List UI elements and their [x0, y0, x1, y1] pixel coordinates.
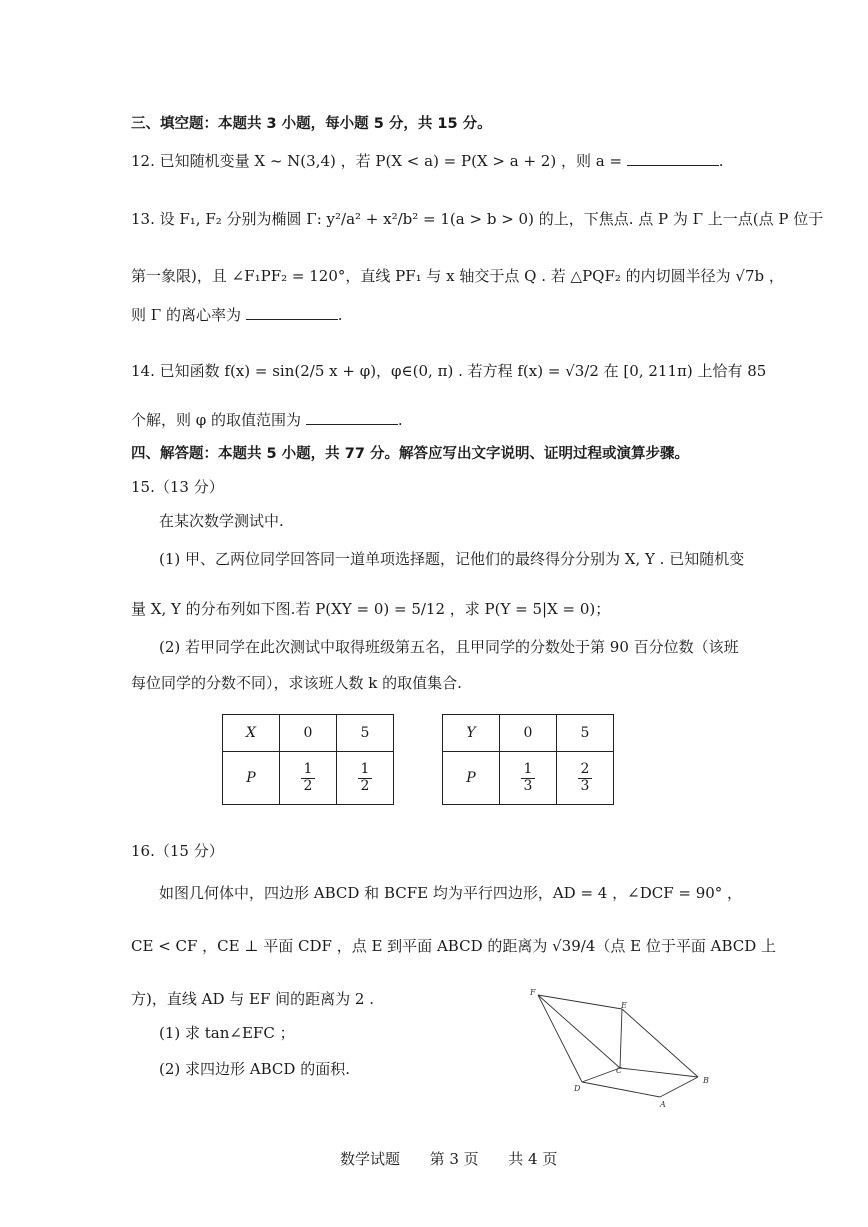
- answer-blank-13[interactable]: [246, 304, 338, 320]
- question-15-intro: 在某次数学测试中.: [159, 512, 284, 530]
- edge-EC: [620, 1009, 622, 1068]
- edge-FC: [538, 995, 620, 1068]
- table-x-prob-1: $\frac{1}{2}$: [337, 752, 394, 805]
- table-y-value-0: 0: [500, 715, 557, 752]
- table-x-prob-0: $\frac{1}{2}$: [280, 752, 337, 805]
- label-B: B: [703, 1076, 709, 1085]
- distribution-table-y: [442, 714, 614, 805]
- answer-blank-12[interactable]: [627, 150, 719, 166]
- question-16-line-2: CE < CF ，CE ⊥ 平面 CDF ，点 E 到平面 ABCD 的距离为 √39/4（点 E 位于平面 ABCD 上: [131, 937, 777, 955]
- label-A: A: [660, 1100, 666, 1109]
- answer-blank-14[interactable]: [306, 409, 398, 425]
- geometry-figure: [520, 985, 720, 1110]
- table-x-value-1: 5: [337, 715, 394, 752]
- question-15-part-1-line-1: (1) 甲、乙两位同学回答同一道单项选择题，记他们的最终得分分别为 X, Y . 已知随机变: [159, 550, 745, 568]
- edge-AB: [660, 1077, 698, 1097]
- label-F: F: [530, 988, 536, 997]
- section-heading-fill-in: 三、填空题：本题共 3 小题，每小题 5 分，共 15 分。: [131, 116, 492, 132]
- question-16-part-2: (2) 求四边形 ABCD 的面积.: [159, 1060, 350, 1078]
- edge-CB: [620, 1068, 698, 1077]
- question-12-end: .: [718, 152, 724, 170]
- table-x-prob-label: P: [223, 752, 280, 805]
- edge-DC: [582, 1066, 623, 1082]
- table-y-var: Y: [443, 715, 500, 752]
- table-x-var: X: [223, 715, 280, 752]
- edge-EB: [622, 1009, 698, 1077]
- footer-page-number: 第 3 页: [429, 1150, 479, 1168]
- question-13-line-3: [131, 304, 343, 325]
- label-E: E: [621, 1001, 627, 1010]
- label-D: D: [574, 1084, 581, 1093]
- question-13-line-1: 13. 设 F₁, F₂ 分别为椭圆 Γ: y²/a² + x²/b² = 1(a > b > 0) 的上，下焦点. 点 P 为 Γ 上一点(点 P 位于: [131, 210, 824, 228]
- question-15-part-2-line-2: 每位同学的分数不同），求该班人数 k 的取值集合.: [131, 674, 462, 692]
- question-16-part-1: (1) 求 tan∠EFC ；: [159, 1024, 295, 1042]
- question-12-text: 12. 已知随机变量 X ~ N(3,4) ，若 P(X < a) = P(X > a + 2) ，则 a =: [131, 152, 623, 170]
- section-heading-solutions: 四、解答题：本题共 5 小题，共 77 分。解答应写出文字说明、证明过程或演算步骤。: [131, 446, 689, 462]
- label-C: C: [616, 1066, 623, 1075]
- table-y-value-1: 5: [557, 715, 614, 752]
- footer-total-pages: 共 4 页: [508, 1150, 558, 1168]
- edge-FE: [538, 995, 622, 1009]
- question-15-header: 15.（13 分）: [131, 478, 224, 496]
- question-15-part-2-line-1: (2) 若甲同学在此次测试中取得班级第五名，且甲同学的分数处于第 90 百分位数（该班: [159, 638, 739, 656]
- table-y-prob-label: P: [443, 752, 500, 805]
- distribution-table-x: [222, 714, 394, 805]
- edge-DA: [582, 1082, 660, 1097]
- table-x-value-0: 0: [280, 715, 337, 752]
- question-12: [131, 150, 724, 171]
- table-y-prob-0: $\frac{1}{3}$: [500, 752, 557, 805]
- page-footer: [340, 1148, 557, 1169]
- question-13-text: 则 Γ 的离心率为: [131, 306, 241, 324]
- question-16-line-3: 方)，直线 AD 与 EF 间的距离为 2 .: [131, 990, 374, 1008]
- edge-FD: [538, 995, 582, 1082]
- question-14-line-2: [131, 409, 403, 430]
- question-16-header: 16.（15 分）: [131, 842, 224, 860]
- table-y-prob-1: $\frac{2}{3}$: [557, 752, 614, 805]
- question-15-part-1-line-2: 量 X, Y 的分布列如下图.若 P(XY = 0) = 5/12 ，求 P(Y = 5|X = 0)；: [131, 600, 611, 618]
- footer-subject: 数学试题: [340, 1150, 401, 1168]
- question-14-line-1: 14. 已知函数 f(x) = sin(2/5 x + φ)，φ∈(0, π) . 若方程 f(x) = √3/2 在 [0, 211π) 上恰有 85: [131, 362, 767, 380]
- question-13-end: .: [337, 306, 343, 324]
- question-16-line-1: 如图几何体中，四边形 ABCD 和 BCFE 均为平行四边形，AD = 4 ，∠DCF = 90° ，: [159, 884, 743, 902]
- question-13-line-2: 第一象限)，且 ∠F₁PF₂ = 120°，直线 PF₁ 与 x 轴交于点 Q . 若 △PQF₂ 的内切圆半径为 √7b ，: [131, 267, 784, 285]
- question-14-end: .: [397, 411, 403, 429]
- question-14-text: 个解，则 φ 的取值范围为: [131, 411, 302, 429]
